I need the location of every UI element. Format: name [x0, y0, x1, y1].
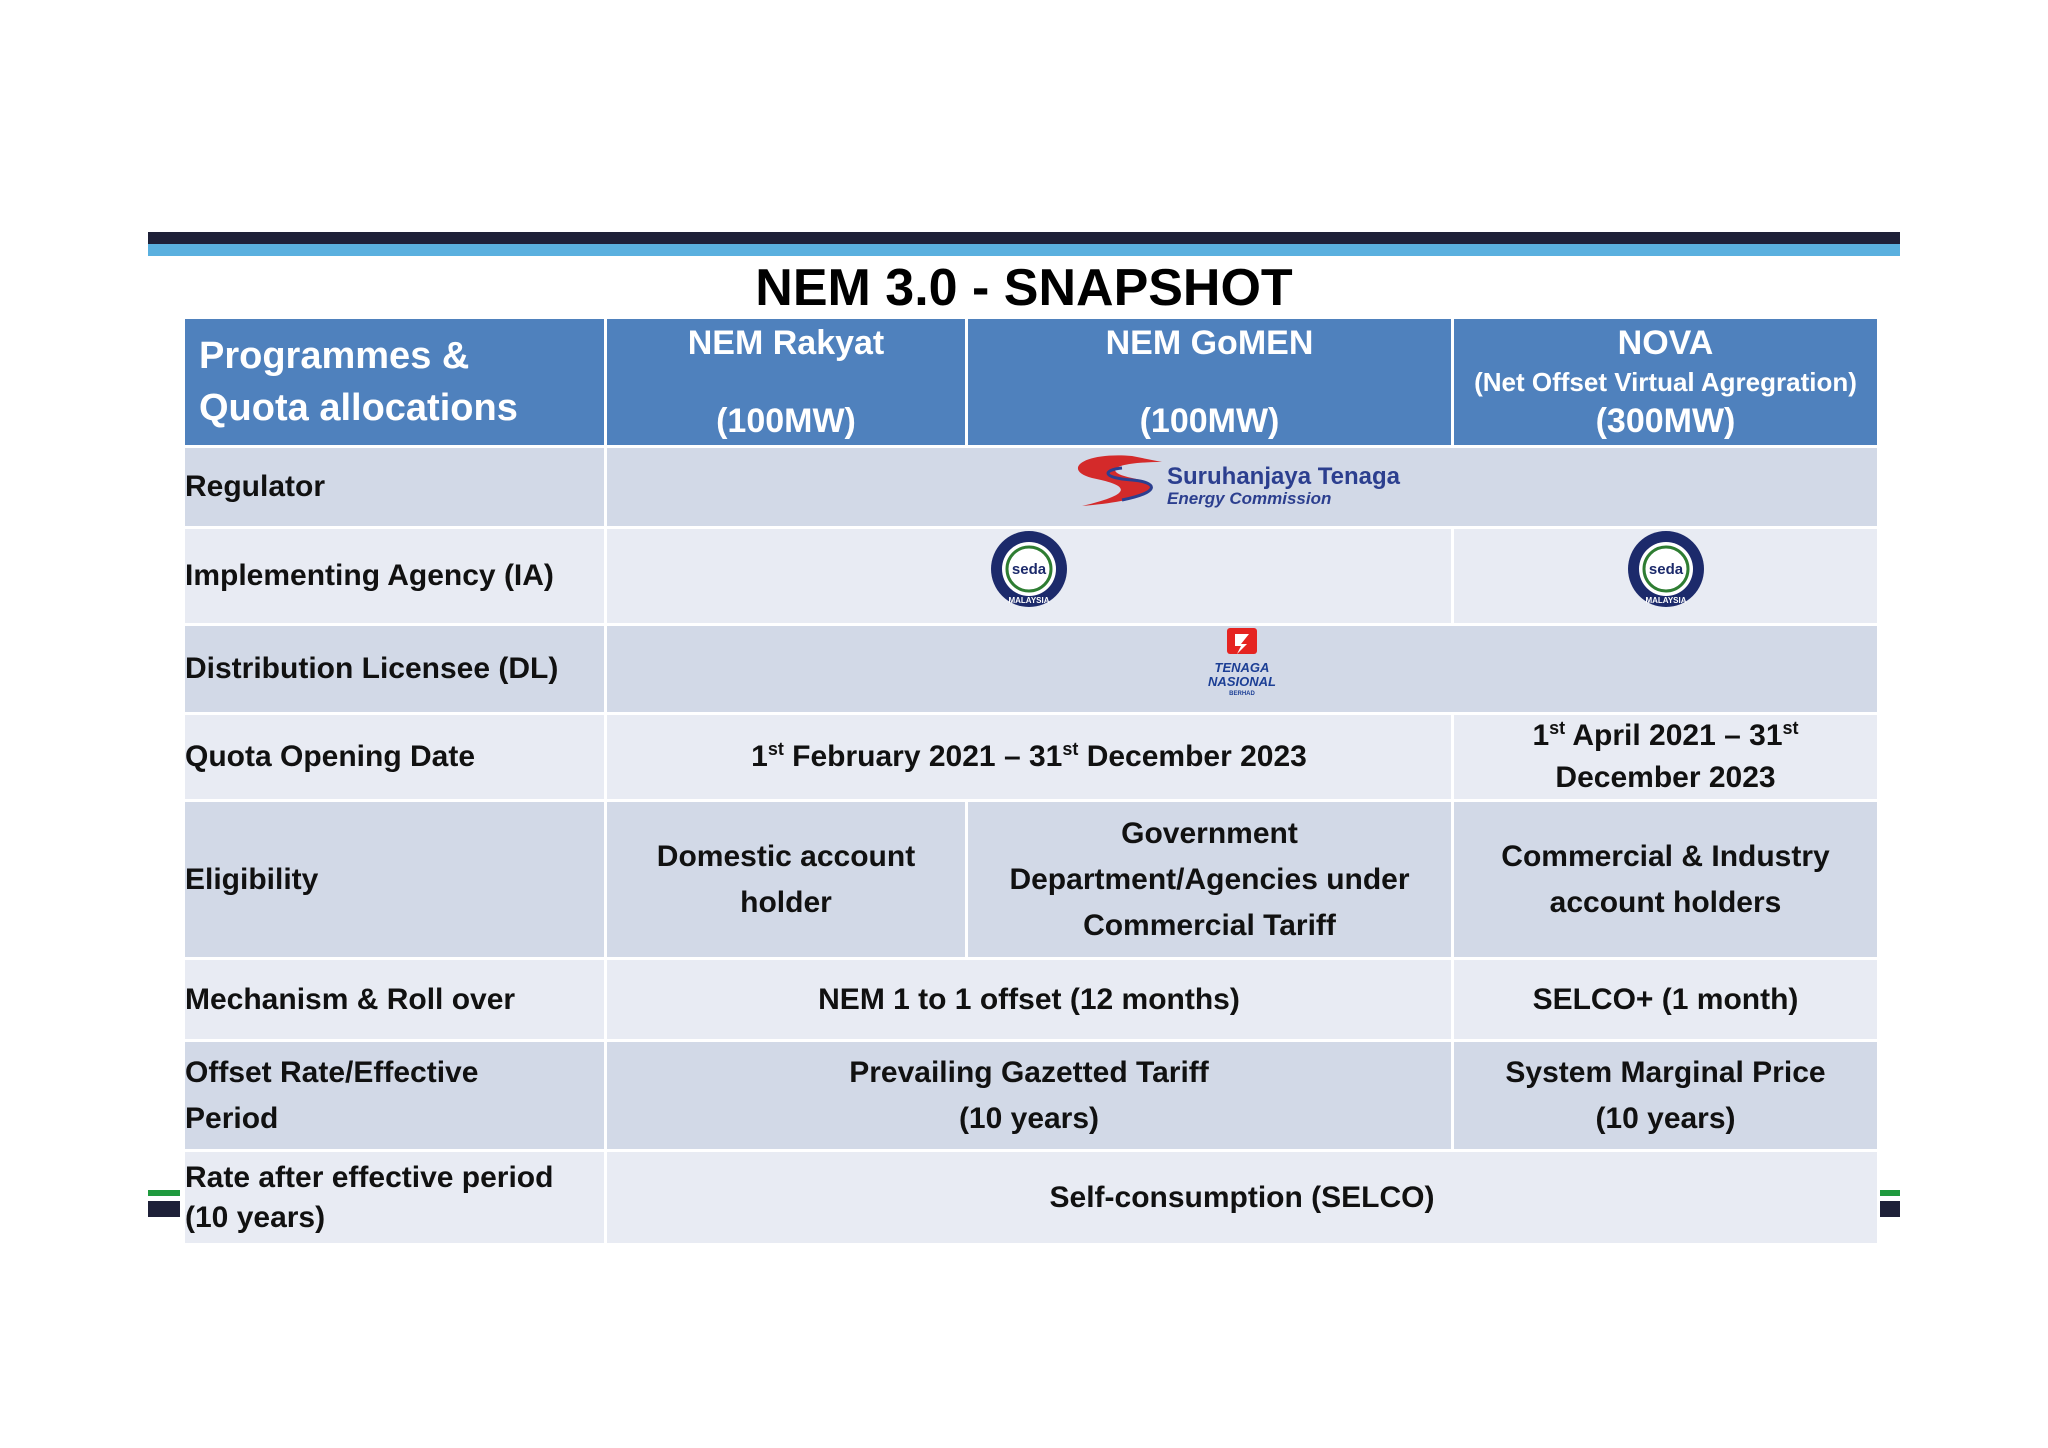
header-programmes-line2: Quota allocations [199, 387, 518, 429]
header-nova-subtitle: (Net Offset Virtual Agregration) [1474, 367, 1857, 397]
row-label-eligibility: Eligibility [184, 801, 606, 959]
snapshot-table [182, 316, 1880, 1246]
row-implementing-agency [184, 528, 1879, 625]
header-nova-quota: (300MW) [1595, 402, 1736, 440]
ia-nem-logo-cell [606, 528, 1453, 625]
tnb-logo-line2: NASIONAL [1208, 674, 1276, 689]
row-distribution-licensee [184, 625, 1879, 714]
corner-accent-left [148, 1190, 180, 1217]
header-nem-gomen [967, 318, 1453, 447]
row-eligibility [184, 801, 1879, 959]
header-nem-rakyat [606, 318, 967, 447]
mechanism-nem: NEM 1 to 1 offset (12 months) [606, 959, 1453, 1041]
row-offset-rate [184, 1041, 1879, 1151]
offset-rate-nem: Prevailing Gazetted Tariff (10 years) [606, 1041, 1453, 1151]
seda-logo-text: seda [1011, 561, 1047, 578]
header-row [184, 318, 1879, 447]
header-nova-name: NOVA [1617, 324, 1714, 362]
energy-commission-name: Suruhanjaya Tenaga [1167, 463, 1400, 490]
quota-date-nova: 1st April 2021 – 31st December 2023 [1453, 714, 1879, 801]
row-quota-opening-date [184, 714, 1879, 801]
row-label-regulator: Regulator [184, 447, 606, 528]
energy-commission-subtitle: Energy Commission [1167, 489, 1332, 508]
rate-after-all: Self-consumption (SELCO) [606, 1151, 1879, 1245]
dl-logo-cell [606, 625, 1879, 714]
eligibility-nova: Commercial & Industry account holders [1453, 801, 1879, 959]
row-mechanism [184, 959, 1879, 1041]
seda-logo-ring: MALAYSIA [1644, 596, 1687, 605]
header-programmes-line1: Programmes & [199, 335, 470, 377]
top-rule-light [148, 244, 1900, 256]
eligibility-gomen: Government Department/Agencies under Commercial Tariff [967, 801, 1453, 959]
quota-date-nem: 1st February 2021 – 31st December 2023 [606, 714, 1453, 801]
row-rate-after [184, 1151, 1879, 1245]
tnb-logo-line1: TENAGA [1214, 660, 1270, 675]
offset-rate-nova: System Marginal Price (10 years) [1453, 1041, 1879, 1151]
top-rule-dark [148, 232, 1900, 244]
header-nova [1453, 318, 1879, 447]
row-label-ia: Implementing Agency (IA) [184, 528, 606, 625]
row-regulator [184, 447, 1879, 528]
mechanism-nova: SELCO+ (1 month) [1453, 959, 1879, 1041]
ia-nova-logo-cell [1453, 528, 1879, 625]
row-label-offset-rate: Offset Rate/Effective Period [184, 1041, 606, 1151]
header-nem-gomen-quota: (100MW) [1139, 402, 1280, 440]
eligibility-rakyat: Domestic account holder [606, 801, 967, 959]
page-title: NEM 3.0 - SNAPSHOT [755, 259, 1293, 317]
header-nem-rakyat-quota: (100MW) [716, 402, 856, 440]
seda-logo [1624, 529, 1708, 623]
tnb-logo-line3: BERHAD [1229, 691, 1255, 697]
row-label-mechanism: Mechanism & Roll over [184, 959, 606, 1041]
seda-logo-text: seda [1648, 561, 1683, 578]
row-label-rate-after: Rate after effective period (10 years) [184, 1151, 606, 1245]
tnb-logo [1197, 626, 1287, 712]
row-label-dl: Distribution Licensee (DL) [184, 625, 606, 714]
regulator-logo-cell [606, 447, 1879, 528]
energy-commission-logo [1062, 448, 1422, 526]
row-label-quota-date: Quota Opening Date [184, 714, 606, 801]
header-nem-gomen-name: NEM GoMEN [1105, 324, 1314, 362]
seda-logo-ring: MALAYSIA [1008, 596, 1050, 605]
header-nem-rakyat-name: NEM Rakyat [687, 324, 885, 362]
seda-logo [987, 529, 1071, 623]
header-programmes [184, 318, 606, 447]
